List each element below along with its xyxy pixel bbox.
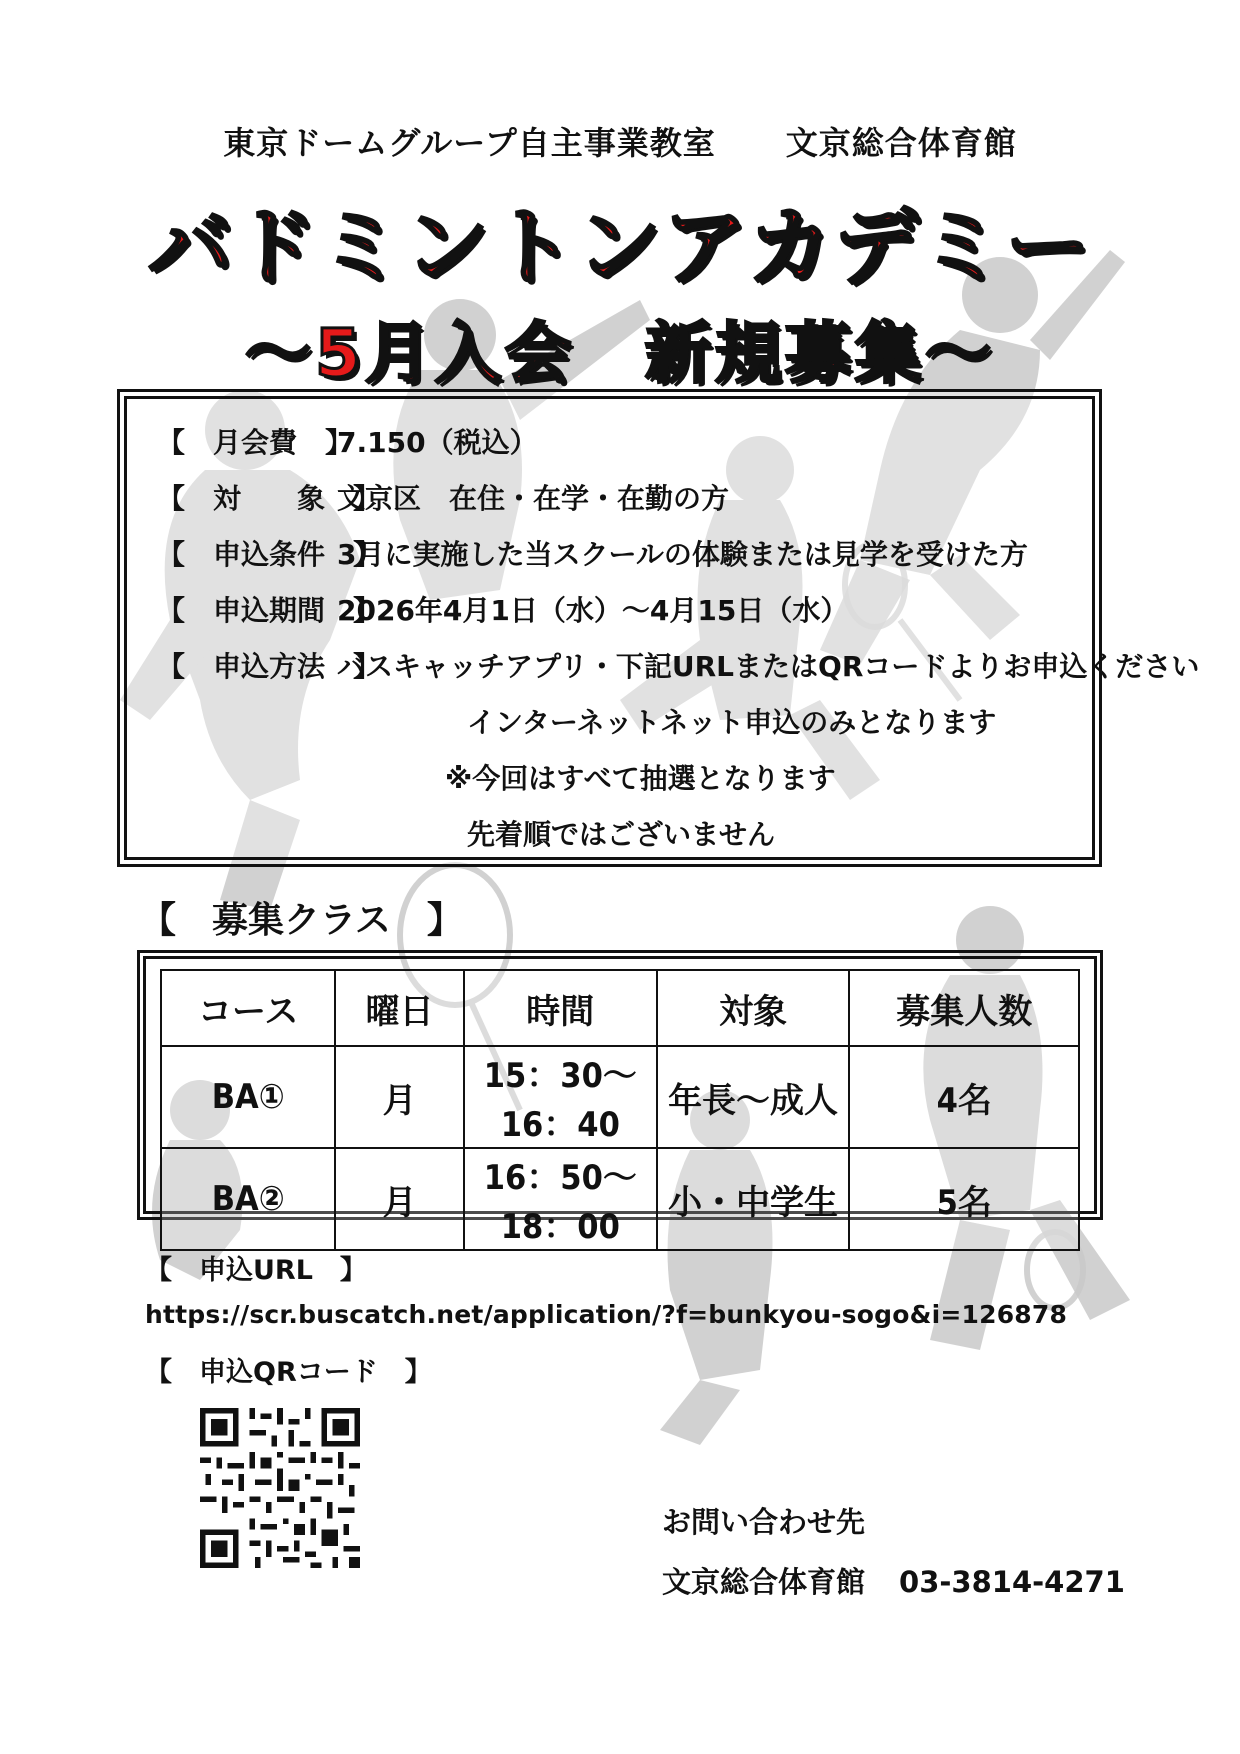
table-row — [161, 1046, 1079, 1148]
classes-heading: 【 募集クラス 】 — [140, 900, 463, 941]
table-header-row — [161, 970, 1079, 1046]
method-note: インターネットネット申込のみとなります — [467, 706, 997, 739]
cell-time: 15：30～16：40 — [464, 1046, 657, 1148]
cell-target: 年長～成人 — [657, 1046, 850, 1148]
header-line — [0, 118, 1240, 164]
contact-heading: お問い合わせ先 — [662, 1505, 866, 1539]
sub-title — [0, 300, 1240, 395]
cell-course: BA① — [161, 1046, 335, 1148]
sub-title-left: ～5月入会 — [245, 315, 575, 392]
period-value: 2026年4月1日（水）～4月15日（水） — [337, 594, 849, 627]
column-header-capacity: 募集人数 — [849, 970, 1079, 1046]
cell-time: 16：50～18：00 — [464, 1148, 657, 1250]
enrollment-info-box — [117, 389, 1200, 867]
qr-heading: 【 申込QRコード 】 — [145, 1357, 432, 1388]
cell-target: 小・中学生 — [657, 1148, 850, 1250]
organizer-name: 東京ドームグループ自主事業教室 — [223, 124, 716, 162]
condition-label: 【 申込条件 】 — [157, 538, 382, 571]
table-row — [161, 1148, 1079, 1250]
contact-name: 文京総合体育館 — [662, 1565, 866, 1599]
class-table-frame — [137, 950, 1103, 1247]
target-value: 文京区 在住・在学・在勤の方 — [337, 482, 730, 515]
application-url[interactable]: https://scr.buscatch.net/application/?f=bunkyou-sogo&i=126878 — [145, 1300, 1068, 1329]
info-row-period — [157, 589, 848, 629]
url-heading: 【 申込URL 】 — [145, 1255, 367, 1286]
cell-capacity: 4名 — [849, 1046, 1079, 1148]
cell-day: 月 — [335, 1148, 464, 1250]
class-table — [160, 969, 1080, 1251]
info-row-target — [157, 477, 729, 517]
contact-phone[interactable]: 03-3814-4271 — [899, 1565, 1125, 1599]
cell-course: BA② — [161, 1148, 335, 1250]
column-header-day: 曜日 — [335, 970, 464, 1046]
first-come-note: 先着順ではございません — [467, 818, 776, 851]
sub-title-right: 新規募集～ — [644, 315, 995, 392]
target-label: 【 対 象 】 — [157, 482, 382, 515]
period-label: 【 申込期間 】 — [157, 594, 382, 627]
main-title: バドミントンアカデミー — [148, 198, 1092, 296]
fee-label: 【 月会費 】 — [157, 426, 354, 459]
column-header-time: 時間 — [464, 970, 657, 1046]
info-row-condition — [157, 533, 1028, 573]
qr-code-image[interactable] — [200, 1408, 360, 1568]
venue-name: 文京総合体育館 — [785, 124, 1017, 162]
contact-line — [662, 1560, 1125, 1601]
cell-capacity: 5名 — [849, 1148, 1079, 1250]
method-value: バスキャッチアプリ・下記URLまたはQRコードよりお申込ください — [337, 650, 1200, 683]
cell-day: 月 — [335, 1046, 464, 1148]
info-row-method — [157, 645, 1199, 685]
condition-value: 3月に実施した当スクールの体験または見学を受けた方 — [337, 538, 1028, 571]
info-row-fee — [157, 421, 538, 461]
fee-value: 7.150（税込） — [337, 426, 538, 459]
lottery-note: ※今回はすべて抽選となります — [445, 762, 836, 795]
method-label: 【 申込方法 】 — [157, 650, 382, 683]
column-header-course: コース — [161, 970, 335, 1046]
column-header-target: 対象 — [657, 970, 850, 1046]
